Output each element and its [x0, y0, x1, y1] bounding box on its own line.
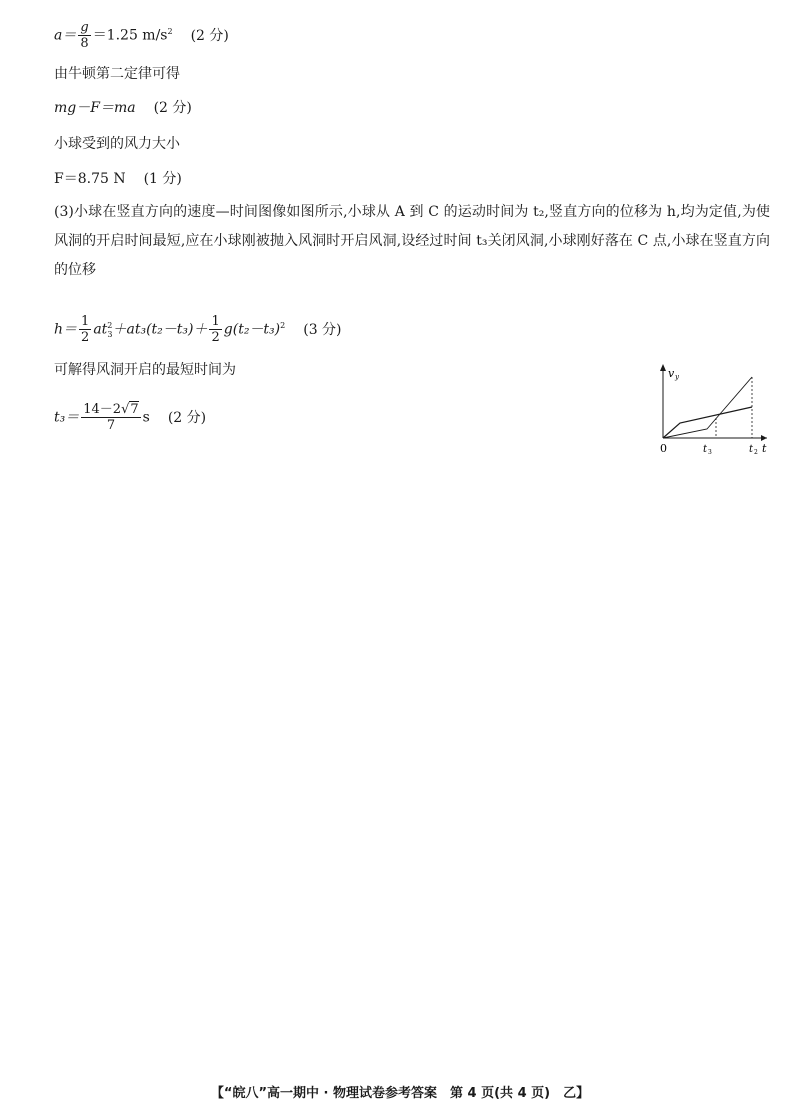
wind-force-intro: 小球受到的风力大小 [54, 136, 180, 152]
subscript: 3 [107, 330, 113, 340]
v-sub: y [675, 373, 679, 381]
score-mark: (3 分) [303, 321, 342, 338]
accel-lhs: a＝ [54, 27, 77, 44]
radicand: 7 [130, 402, 139, 417]
term-middle: ＋at₃(t₂－t₃)＋ [112, 321, 208, 338]
t-axis-label: t [762, 442, 767, 455]
frac-num: 1 [211, 314, 220, 329]
exp: 2 [107, 320, 113, 330]
frac-num [81, 402, 140, 418]
t2-sub: 2 [754, 449, 758, 456]
t3-lhs: t₃＝ [54, 409, 80, 426]
newton-equation [54, 98, 192, 118]
freefall-line [663, 377, 752, 438]
score-mark: (2 分) [153, 100, 192, 116]
term-at: at [93, 321, 108, 338]
origin-label: 0 [660, 442, 667, 455]
newton-law-intro: 由牛顿第二定律可得 [54, 66, 180, 82]
solve-intro: 可解得风洞开启的最短时间为 [54, 362, 236, 378]
frac-num: g [80, 20, 89, 35]
accel-value: ＝1.25 m/s [92, 27, 168, 44]
g-over-8 [78, 20, 90, 51]
half-fraction [209, 314, 221, 345]
score-mark: (2 分) [190, 27, 229, 44]
v-label: v [668, 367, 675, 380]
term-g: g(t₂－t₃) [223, 321, 281, 338]
unit: s [142, 409, 150, 426]
score-mark: (1 分) [143, 171, 182, 187]
accel-equation [54, 20, 229, 51]
t3-result [54, 402, 206, 433]
half-fraction [79, 314, 91, 345]
displacement-equation [54, 314, 342, 345]
frac-den: 8 [80, 36, 89, 51]
frac-den: 2 [211, 330, 220, 345]
t2-label: t [749, 444, 754, 455]
unit-exponent: 2 [167, 26, 173, 36]
v-axis-arrow [660, 364, 666, 371]
wind-force-value [54, 169, 182, 189]
velocity-time-graph [655, 360, 773, 460]
wind-on-line [663, 407, 752, 438]
exp: 2 [280, 320, 286, 330]
score-mark: (2 分) [167, 409, 207, 426]
num-part: 14－2 [83, 402, 122, 417]
sqrt-sign: √ [121, 402, 130, 417]
t-axis-arrow [761, 435, 767, 441]
t3-sub: 3 [708, 449, 712, 456]
force-value: F＝8.75 N [54, 171, 126, 187]
frac-num: 1 [81, 314, 90, 329]
t3-fraction [81, 402, 140, 433]
force-equation: mg－F＝ma [54, 100, 136, 116]
frac-den: 7 [106, 418, 116, 433]
part3-paragraph: (3)小球在竖直方向的速度—时间图像如图所示,小球从 A 到 C 的运动时间为 t₂,竖直方向的位移为 h,均为定值,为使风洞的开启时间最短,应在小球刚被抛入风洞时开启风洞,设经过时间 t₃关闭风洞,小球刚好落在 C 点,小球在竖直方向的位移 [54, 204, 770, 278]
t3-label: t [703, 444, 708, 455]
h-lhs: h＝ [54, 321, 78, 338]
page-footer: 【“皖八”高一期中 · 物理试卷参考答案 第 4 页(共 4 页) 乙】 [210, 1086, 590, 1101]
frac-den: 2 [81, 330, 90, 345]
